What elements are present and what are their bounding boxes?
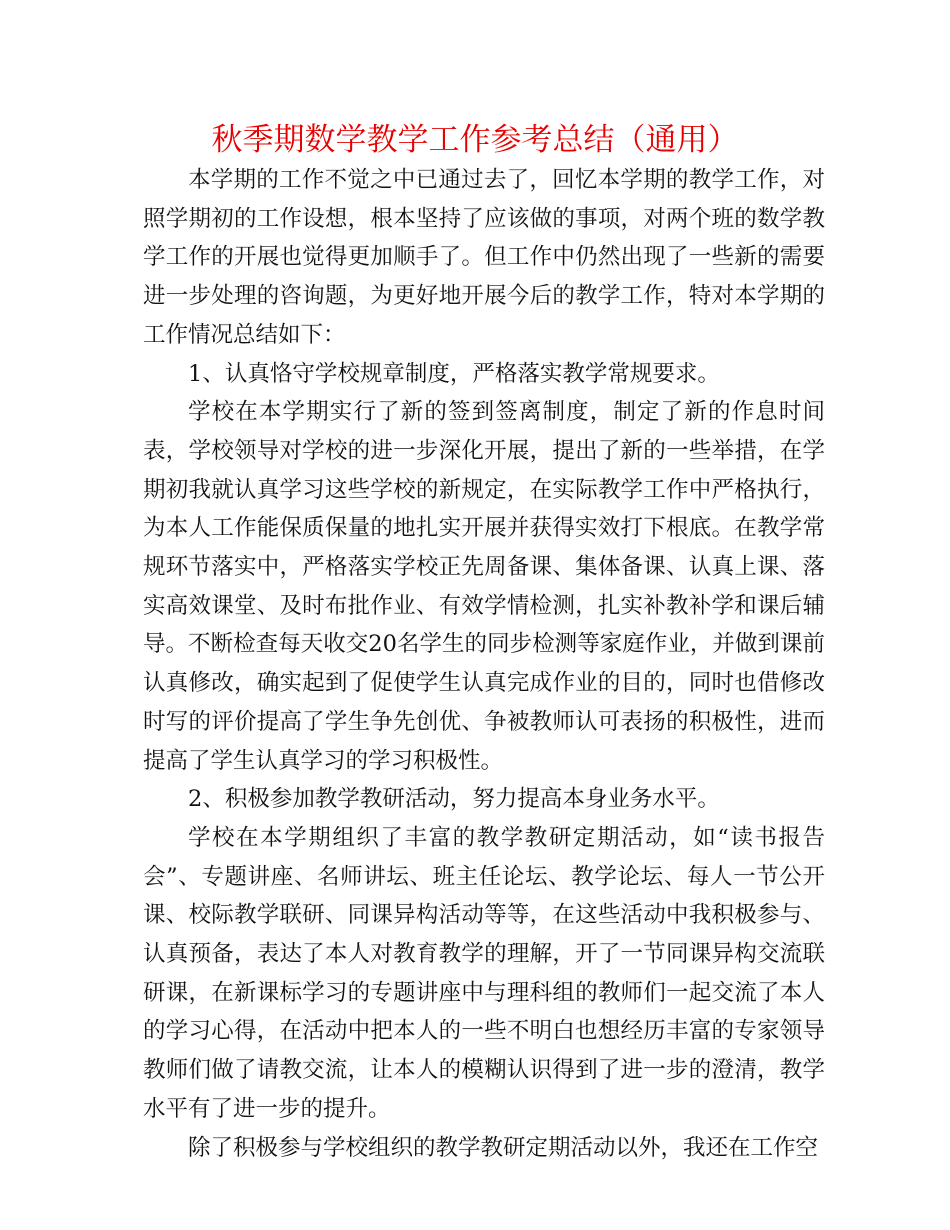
document-title: 秋季期数学教学工作参考总结（通用）	[211, 122, 739, 158]
document-body	[143, 161, 825, 1167]
paragraph-section-3: 除了积极参与学校组织的教学教研定期活动以外，我还在工作空	[188, 1134, 819, 1161]
paragraph-intro: 本学期的工作不觉之中已通过去了，回忆本学期的教学工作，对照学期初的工作设想，根本坚持了应该做的事项，对两个班的数学教学工作的开展也觉得更加顺手了。但工作中仍然出现了一些新的需要进一步处理的咨询题，为更好地开展今后的教学工作，特对本学期的工作情况总结如下：	[143, 167, 825, 348]
paragraph-heading-2: 2、积极参加教学教研活动，努力提高本身业务水平。	[188, 786, 720, 813]
paragraph-section-1: 学校在本学期实行了新的签到签离制度，制定了新的作息时间表，学校领导对学校的进一步深化开展，提出了新的一些举措，在学期初我就认真学习这些学校的新规定，在实际教学工作中严格执行，为本人工作能保质保量的地扎实开展并获得实效打下根底。在教学常规环节落实中，严格落实学校正先周备课、集体备课、认真上课、落实高效课堂、及时布批作业、有效学情检测，扎实补教补学和课后辅导。不断检查每天收交20名学生的同步检测等家庭作业，并做到课前认真修改，确实起到了促使学生认真完成作业的目的，同时也借修改时写的评价提高了学生争先创优、争被教师认可表扬的积极性，进而提高了学生认真学习的学习积极性。	[143, 399, 825, 774]
paragraph-section-2: 学校在本学期组织了丰富的教学教研定期活动，如“读书报告会”、专题讲座、名师讲坛、班主任论坛、教学论坛、每人一节公开课、校际教学联研、同课异构活动等等，在这些活动中我积极参与、认真预备，表达了本人对教育教学的理解，开了一节同课异构交流联研课，在新课标学习的专题讲座中与理科组的教师们一起交流了本人的学习心得，在活动中把本人的一些不明白也想经历丰富的专家领导教师们做了请教交流，让本人的模糊认识得到了进一步的澄清，教学水平有了进一步的提升。	[143, 824, 825, 1122]
paragraph-heading-1: 1、认真恪守学校规章制度，严格落实教学常规要求。	[188, 360, 720, 387]
